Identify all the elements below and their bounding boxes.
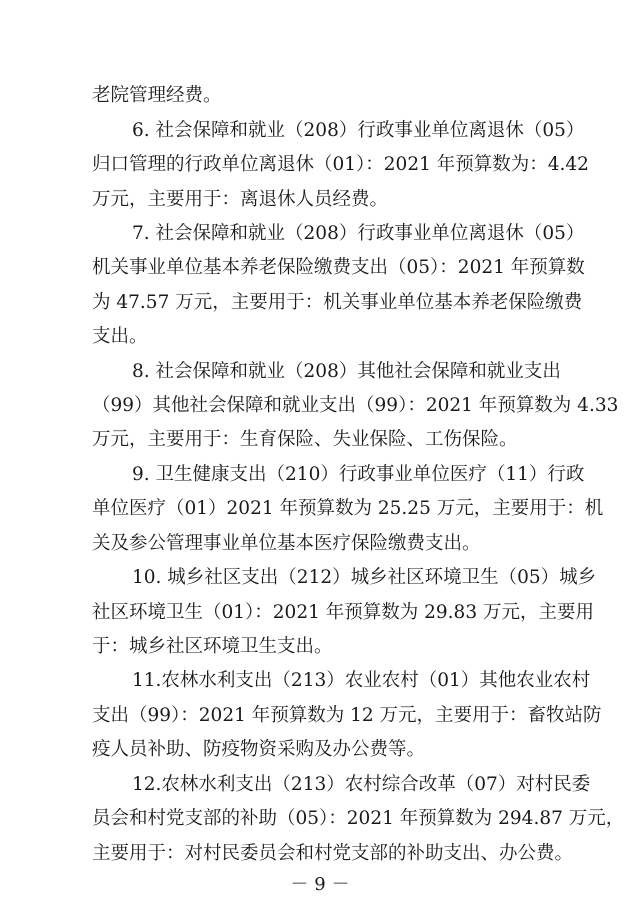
text-line: 9. 卫生健康支出（210）行政事业单位医疗（11）行政 [132,464,585,485]
text-line: （99）其他社会保障和就业支出（99）：2021 年预算数为 4.33 [92,395,619,416]
text-line: 8. 社会保障和就业（208）其他社会保障和就业支出 [132,361,561,382]
text-line: 11.农林水利支出（213）农业农村（01）其他农业农村 [132,670,591,691]
text-line: 12.农林水利支出（213）农村综合改革（07）对村民委 [132,774,591,795]
text-line: 主要用于：对村民委员会和村党支部的补助支出、办公费。 [92,843,574,864]
text-line: 机关事业单位基本养老保险缴费支出（05）：2021 年预算数 [92,257,585,278]
text-line: 社区环境卫生（01）：2021 年预算数为 29.83 万元，主要用 [92,602,594,623]
text-line: 支出（99）：2021 年预算数为 12 万元，主要用于：畜牧站防 [92,705,602,726]
text-line: 归口管理的行政单位离退休（01）：2021 年预算数为：4.42 [92,154,589,175]
text-line: 疫人员补助、防疫物资采购及办公费等。 [92,739,426,760]
text-line: 关及参公管理事业单位基本医疗保险缴费支出。 [92,533,481,554]
text-line: 为 47.57 万元，主要用于：机关事业单位基本养老保险缴费 [92,292,583,313]
text-line: 单位医疗（01）2021 年预算数为 25.25 万元，主要用于：机 [92,498,604,519]
text-line: 于：城乡社区环境卫生支出。 [92,636,333,657]
text-line: 7. 社会保障和就业（208）行政事业单位离退休（05） [132,223,585,244]
text-line: 员会和村党支部的补助（05）：2021 年预算数为 294.87 万元， [92,808,625,829]
text-line: 10. 城乡社区支出（212）城乡社区环境卫生（05）城乡 [132,567,597,588]
text-line: 老院管理经费。 [92,85,222,106]
text-line: 支出。 [92,326,148,347]
page-number: － 9 － [290,874,350,895]
text-line: 6. 社会保障和就业（208）行政事业单位离退休（05） [132,120,585,141]
text-line: 万元，主要用于：生育保险、失业保险、工伤保险。 [92,429,518,450]
text-line: 万元，主要用于：离退休人员经费。 [92,189,389,210]
